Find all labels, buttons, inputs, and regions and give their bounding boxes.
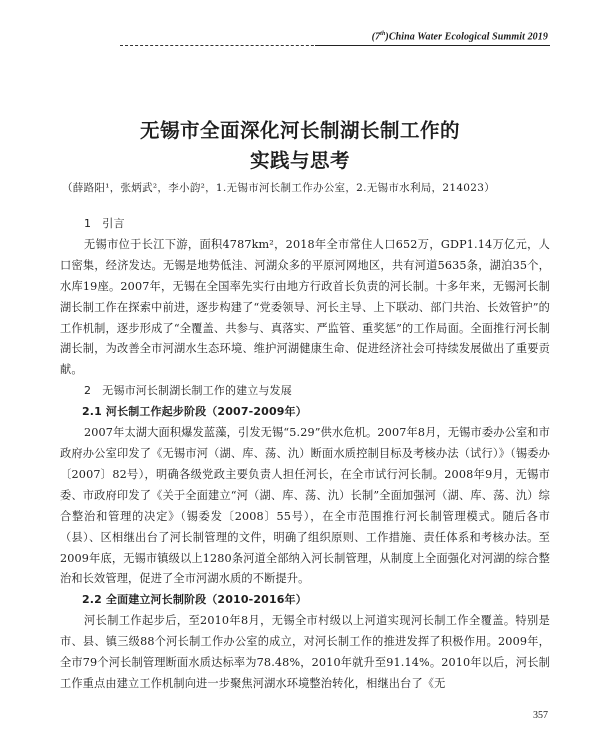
subsection-heading-2-2: 2.2 全面建立河长制阶段（2010-2016年） <box>82 593 307 607</box>
running-header: (7th)China Water Ecological Summit 2019 <box>371 31 548 43</box>
subsection-heading-2-1: 2.1 河长制工作起步阶段（2007-2009年） <box>82 405 307 419</box>
section-1-paragraph: 无锡市位于长江下游，面积4787km²，2018年全市常住人口652万，GDP1.14万亿元，人口密集，经济发达。无锡是地势低洼、河湖众多的平原河网地区，共有河道5635条，湖泊35个，水库19座。2007年，无锡在全国率先实行由地方行政首长负责的河长制。十多年来，无锡河长制湖长制工作在探索中前进，逐步构建了“党委领导、河长主导、上下联动、部门共治、长效管护”的工作机制，逐步形成了“全覆盖、共参与、真落实、严监管、重奖惩”的工作局面。全面推行河长制湖长制，为改善全市河湖水生态环境、维护河湖健康生命、促进经济社会可持续发展做出了重要贡献。 <box>60 237 550 377</box>
author-line: （薛路阳¹，张炳武²，李小韵²，1.无锡市河长制工作办公室，2.无锡市水利局，214023） <box>62 182 496 194</box>
page-number: 357 <box>533 710 548 721</box>
subsection-2-1-paragraph: 2007年太湖大面积爆发蓝藻，引发无锡“5.29”供水危机。2007年8月，无锡市委办公室和市政府办公室印发了《无锡市河（湖、库、荡、氿）断面水质控制目标及考核办法（试行）》（锡委办〔2007〕82号），明确各级党政主要负责人担任河长，在全市试行河长制。2008年9月，无锡市委、市政府印发了《关于全面建立“河（湖、库、荡、氿）长制”全面加强河（湖、库、荡、氿）综合整治和管理的决定》（锡委发〔2008〕55号），在全市范围推行河长制管理模式。随后各市（县）、区相继出台了河长制管理的文件，明确了组织原则、工作措施、责任体系和考核办法。至2009年底，无锡市镇级以上1280条河道全部纳入河长制管理，从制度上全面强化对河湖的综合整治和长效管理，促进了全市河湖水质的不断提升。 <box>60 426 550 586</box>
title-line-1: 无锡市全面深化河长制湖长制工作的 <box>139 119 460 142</box>
article-title <box>0 116 600 176</box>
article-body <box>60 214 550 695</box>
section-heading-2: 2 无锡市河长制湖长制工作的建立与发展 <box>84 384 292 398</box>
section-heading-1: 1 引言 <box>84 217 125 230</box>
header-rule <box>315 45 550 46</box>
subsection-2-2-paragraph: 河长制工作起步后，至2010年8月，无锡全市村级以上河道实现河长制工作全覆盖。特别是市、县、镇三级88个河长制工作办公室的成立，对河长制工作的推进发挥了积极作用。2009年，全市79个河长制管理断面水质达标率为78.48%，2010年就升至91.14%。2010年以后，河长制工作重点由建立工作机制向进一步聚焦河湖水环境整治转化，相继出台了《无 <box>60 614 550 690</box>
title-line-2: 实践与思考 <box>249 149 350 172</box>
